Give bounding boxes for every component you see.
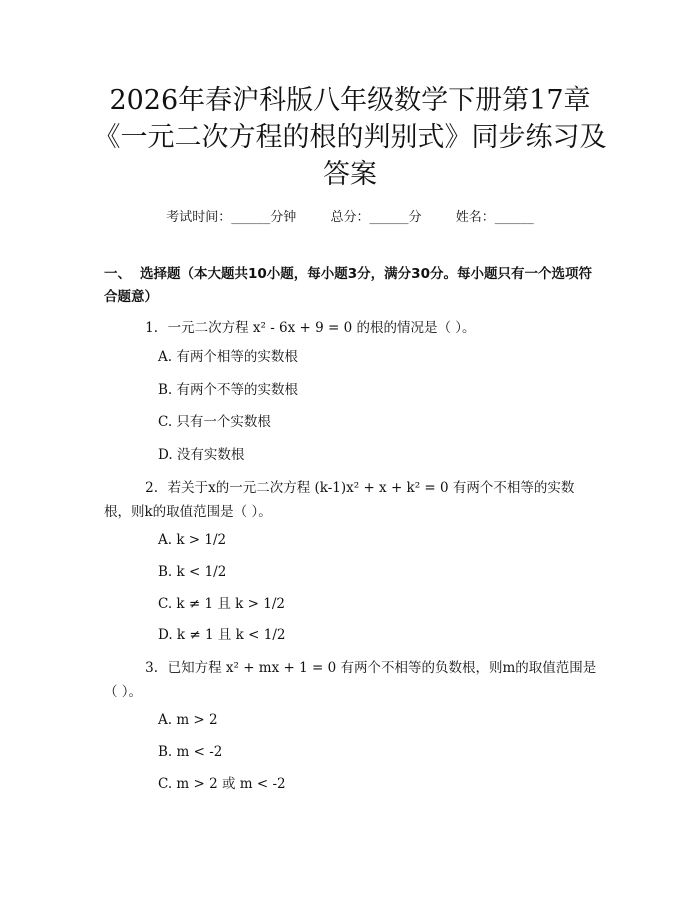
question-stem: 一元二次方程 x² - 6x + 9 = 0 的根的情况是（ ）。 [167, 320, 476, 336]
option-1a: A. 有两个相等的实数根 [158, 349, 298, 365]
student-name: 姓名：______ [455, 210, 534, 225]
option-2b: B. k < 1/2 [158, 564, 227, 580]
option-3c: C. m > 2 或 m < -2 [158, 776, 286, 792]
exam-time: 考试时间：______分钟 [166, 210, 297, 225]
total-score: 总分：______分 [330, 210, 422, 225]
document-title [60, 82, 640, 193]
option-3a: A. m > 2 [158, 712, 218, 728]
question-number: 1. [145, 320, 158, 336]
question-3 [104, 656, 598, 704]
question-number: 2. [145, 480, 158, 496]
question-number: 3. [145, 660, 158, 676]
option-2d: D. k ≠ 1 且 k < 1/2 [158, 627, 286, 643]
question-2 [104, 476, 598, 524]
title-line-1: 2026年春沪科版八年级数学下册第17章 [109, 85, 591, 116]
section-heading [104, 263, 604, 309]
exam-info-line [0, 206, 700, 225]
section-number: 一、 [104, 266, 131, 282]
option-1b: B. 有两个不等的实数根 [158, 382, 299, 398]
question-stem: 若关于x的一元二次方程 (k-1)x² + x + k² = 0 有两个不相等的实数根，则k的取值范围是（ ）。 [104, 480, 575, 520]
option-2a: A. k > 1/2 [158, 532, 227, 548]
question-stem: 已知方程 x² + mx + 1 = 0 有两个不相等的负数根，则m的取值范围是（ ）。 [104, 660, 597, 700]
section-text: 选择题（本大题共10小题，每小题3分，满分30分。每小题只有一个选项符合题意） [104, 266, 592, 305]
title-line-2: 《一元二次方程的根的判别式》同步练习及 [93, 122, 607, 153]
option-1d: D. 没有实数根 [158, 447, 245, 463]
option-1c: C. 只有一个实数根 [158, 414, 271, 430]
title-line-3: 答案 [323, 159, 377, 190]
option-3b: B. m < -2 [158, 744, 223, 760]
option-2c: C. k ≠ 1 且 k > 1/2 [158, 596, 285, 612]
question-1 [104, 316, 598, 340]
